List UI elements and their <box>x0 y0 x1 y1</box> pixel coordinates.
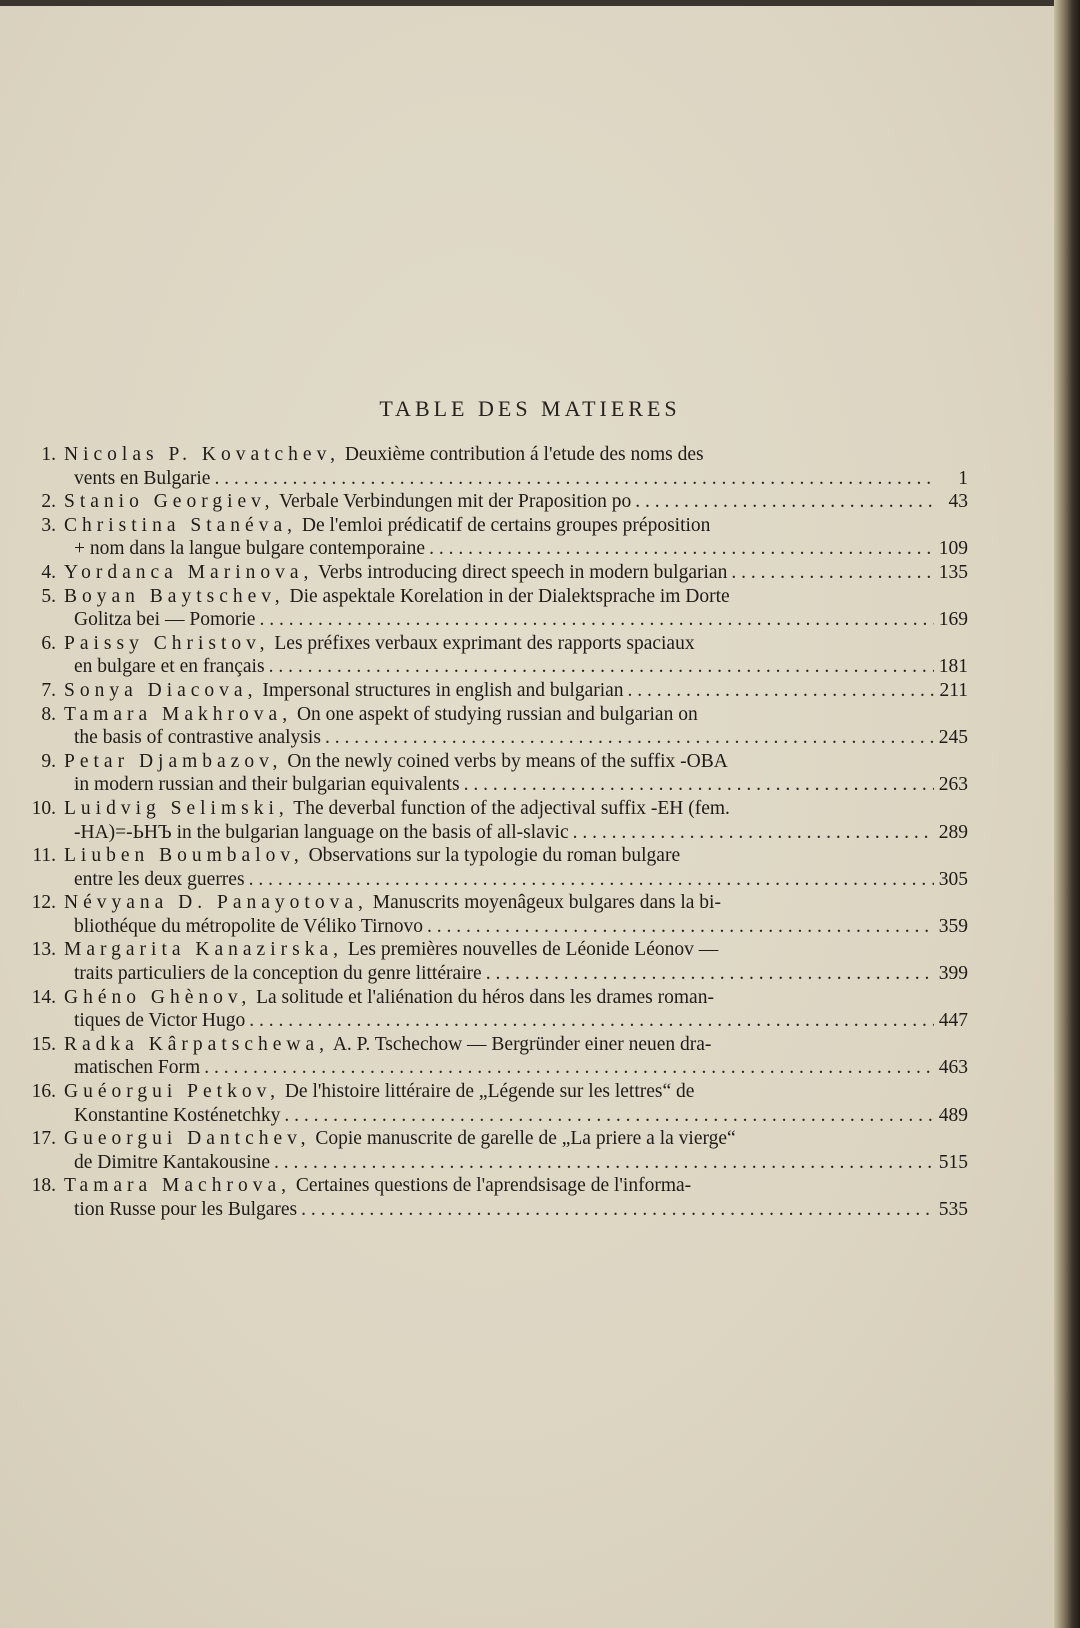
entry-number: 5. <box>41 585 56 607</box>
toc-entry <box>18 561 968 585</box>
entry-author: Liuben Boumbalov, <box>64 845 304 867</box>
entry-page-number: 289 <box>938 821 968 843</box>
dot-leader <box>321 726 934 750</box>
entry-page-number: 245 <box>938 727 968 749</box>
entry-page-number: 447 <box>938 1010 968 1032</box>
entry-title-line1: Copie manuscrite de garelle de „La priere a la vierge“ <box>315 1128 736 1150</box>
entry-title-line1: De l'histoire littéraire de „Légende sur les lettres“ de <box>284 1081 695 1103</box>
entry-title-line1: De l'emloi prédicatif de certains groupes préposition <box>301 514 711 536</box>
toc-entry <box>18 1080 968 1127</box>
entry-page-number: 181 <box>938 656 968 678</box>
entry-page-number: 535 <box>938 1199 968 1220</box>
entry-page-number: 135 <box>938 561 968 583</box>
entry-number: 3. <box>41 514 56 536</box>
entry-author: Ghéno Ghènov, <box>64 986 252 1008</box>
entry-title-line1: Les préfixes verbaux exprimant des rapports spaciaux <box>274 632 695 654</box>
entry-page-number: 211 <box>939 679 968 701</box>
entry-title-line2: Konstantine Kosténetchky <box>74 1104 281 1126</box>
entry-page-number: 463 <box>938 1057 968 1079</box>
entry-title-line1: Die aspektale Korelation in der Dialektsprache im Dorte <box>289 585 730 607</box>
entry-title-line2: tion Russe pour les Bulgares <box>74 1199 298 1220</box>
table-of-contents <box>18 443 968 1222</box>
toc-entry <box>18 703 968 750</box>
dot-leader <box>423 915 934 939</box>
page-title: TABLE DES MATIERES <box>379 396 681 421</box>
toc-entry <box>18 490 968 514</box>
toc-entry <box>18 844 968 891</box>
entry-author: Margarita Kanazirska, <box>64 939 343 961</box>
entry-author: Boyan Baytschev, <box>64 585 285 607</box>
entry-title-line2: bliothéque du métropolite de Véliko Tirnovo <box>74 915 423 937</box>
page-top-edge <box>0 0 1060 6</box>
toc-entry <box>18 443 968 490</box>
entry-author: Stanio Georgiev, <box>64 491 275 513</box>
entry-title-line2: -HA)=-ЬНЪ in the bulgarian language on the basis of all-slavic <box>74 821 569 843</box>
entry-page-number: 515 <box>938 1151 968 1173</box>
dot-leader <box>727 561 934 585</box>
entry-title-line1: Observations sur la typologie du roman bulgare <box>308 845 681 867</box>
dot-leader <box>255 608 934 632</box>
entry-author: Paissy Christov, <box>64 632 270 654</box>
entry-author: Tamara Machrova, <box>64 1175 291 1197</box>
entry-title-line1: Deuxième contribution á l'etude des noms des <box>344 444 704 465</box>
entry-title-line2: de Dimitre Kantakousine <box>74 1151 271 1173</box>
entry-page-number: 399 <box>938 963 968 985</box>
book-binding-edge <box>1054 0 1080 1628</box>
entry-title-line2: tiques de Victor Hugo <box>74 1010 246 1032</box>
entry-page-number: 489 <box>938 1104 968 1126</box>
entry-title-line2: entre les deux guerres <box>74 868 245 890</box>
entry-number: 6. <box>41 632 56 654</box>
entry-page-number: 305 <box>938 868 968 890</box>
dot-leader <box>200 1056 934 1080</box>
entry-title-line1: The deverbal function of the adjectival suffix -EH (fem. <box>293 797 730 819</box>
entry-author: Sonya Diacova, <box>64 679 258 701</box>
entry-number: 12. <box>31 892 56 914</box>
entry-number: 11. <box>32 845 56 867</box>
toc-entry <box>18 1033 968 1080</box>
entry-title-line2: + nom dans la langue bulgare contemporaine <box>74 538 426 560</box>
entry-title-line2: Verbs introducing direct speech in modern bulgarian <box>317 561 728 583</box>
entry-author: Christina Stanéva, <box>64 514 297 536</box>
toc-entry <box>18 986 968 1033</box>
entry-number: 14. <box>31 986 56 1008</box>
entry-title-line1: On the newly coined verbs by means of the suffix -OBA <box>287 750 728 772</box>
entry-author: Nicolas P. Kovatchev, <box>64 444 340 465</box>
entry-author: Tamara Makhrova, <box>64 703 293 725</box>
dot-leader <box>482 962 934 986</box>
entry-number: 2. <box>41 491 56 513</box>
dot-leader <box>245 868 934 892</box>
dot-leader <box>460 773 934 797</box>
entry-title-line1: Certaines questions de l'aprendsisage de l'informa- <box>295 1175 692 1197</box>
dot-leader <box>245 1009 934 1033</box>
entry-number: 13. <box>31 939 56 961</box>
entry-title-line2: vents en Bulgarie <box>74 467 211 489</box>
entry-title-line1: La solitude et l'aliénation du héros dans les drames roman- <box>256 986 714 1008</box>
entry-number: 1. <box>41 444 56 465</box>
entry-author: Yordanca Marinova, <box>64 561 314 583</box>
entry-title-line2: matischen Form <box>74 1057 201 1079</box>
entry-number: 4. <box>41 561 56 583</box>
entry-title-line1: A. P. Tschechow — Bergründer einer neuen dra- <box>332 1033 712 1055</box>
toc-entry <box>18 679 968 703</box>
entry-title-line1: Manuscrits moyenâgeux bulgares dans la bi- <box>372 892 721 914</box>
entry-title-line2: the basis of contrastive analysis <box>74 727 321 749</box>
dot-leader <box>280 1104 934 1128</box>
toc-entry <box>18 891 968 938</box>
entry-title-line1: Les premières nouvelles de Léonide Léonov — <box>347 939 719 961</box>
entry-number: 18. <box>31 1175 56 1197</box>
entry-author: Névyana D. Panayotova, <box>64 892 368 914</box>
entry-number: 15. <box>31 1033 56 1055</box>
entry-title-line2: Golitza bei — Pomorie <box>74 609 256 631</box>
entry-page-number: 109 <box>938 538 968 560</box>
entry-page-number: 263 <box>938 774 968 796</box>
entry-author: Radka Kârpatschewa, <box>64 1033 330 1055</box>
dot-leader <box>270 1151 934 1175</box>
entry-number: 8. <box>41 703 56 725</box>
dot-leader <box>210 467 934 491</box>
entry-number: 16. <box>31 1081 56 1103</box>
toc-entry <box>18 938 968 985</box>
toc-entry <box>18 585 968 632</box>
entry-author: Luidvig Selimski, <box>64 797 289 819</box>
entry-page-number: 169 <box>938 609 968 631</box>
toc-entry <box>18 750 968 797</box>
entry-title-line1: On one aspekt of studying russian and bulgarian on <box>296 703 698 725</box>
entry-number: 10. <box>31 797 56 819</box>
entry-number: 17. <box>31 1128 56 1150</box>
entry-title-line2: en bulgare et en français <box>74 656 265 678</box>
toc-entry <box>18 514 968 561</box>
entry-title-line2: Impersonal structures in english and bulgarian <box>262 679 624 701</box>
entry-author: Gueorgui Dantchev, <box>64 1128 311 1150</box>
dot-leader <box>265 655 934 679</box>
entry-title-line2: in modern russian and their bulgarian equivalents <box>74 774 460 796</box>
entry-title-line2: traits particuliers de la conception du genre littéraire <box>74 963 482 985</box>
toc-entry <box>18 1174 968 1221</box>
dot-leader <box>425 537 934 561</box>
toc-entry <box>18 632 968 679</box>
toc-entry <box>18 797 968 844</box>
dot-leader <box>631 490 934 514</box>
entry-page-number: 1 <box>958 467 968 489</box>
entry-number: 7. <box>41 679 56 701</box>
entry-page-number: 359 <box>938 915 968 937</box>
entry-author: Petar Djambazov, <box>64 750 283 772</box>
dot-leader <box>624 679 934 703</box>
entry-title-line2: Verbale Verbindungen mit der Praposition po <box>279 491 632 513</box>
entry-number: 9. <box>41 750 56 772</box>
toc-entry <box>18 1127 968 1174</box>
entry-author: Guéorgui Petkov, <box>64 1081 280 1103</box>
dot-leader <box>569 821 934 845</box>
dot-leader <box>297 1198 934 1222</box>
entry-page-number: 43 <box>948 491 968 513</box>
